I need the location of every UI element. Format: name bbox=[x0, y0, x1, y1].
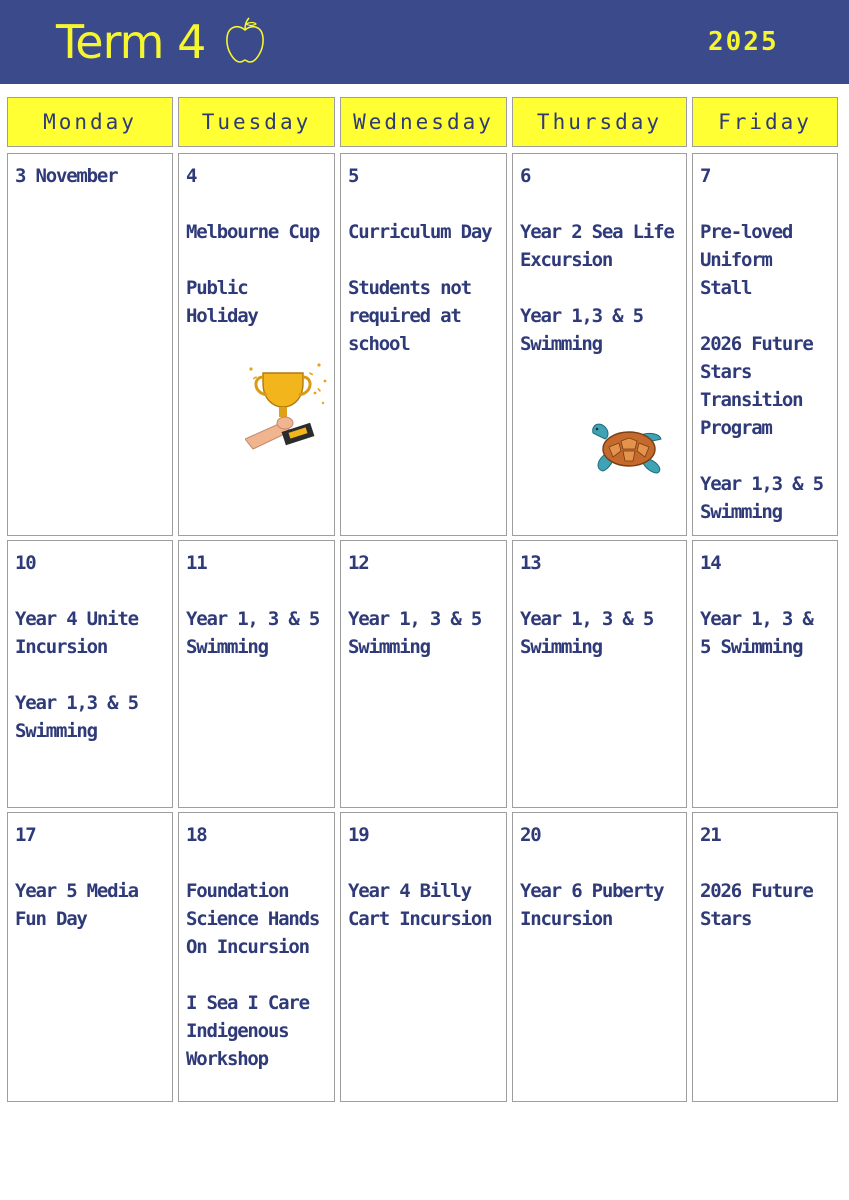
event-text: Foundation Science Hands On Incursion bbox=[186, 880, 320, 958]
event-text: Public Holiday bbox=[186, 277, 258, 327]
year-label: 2025 bbox=[708, 27, 779, 57]
calendar-cell-thursday-week3 bbox=[512, 812, 687, 1102]
turtle-icon bbox=[589, 419, 667, 479]
calendar-cell-friday-week1 bbox=[692, 153, 838, 536]
calendar-cell-monday-week2 bbox=[7, 540, 173, 808]
calendar-cell-wednesday-week2 bbox=[340, 540, 507, 808]
calendar-cell-friday-week2 bbox=[692, 540, 838, 808]
date-label: 5 bbox=[348, 165, 359, 187]
event-text: Melbourne Cup bbox=[186, 221, 320, 243]
event-text: Curriculum Day bbox=[348, 221, 492, 243]
calendar-cell-monday-week1 bbox=[7, 153, 173, 536]
event-text: Year 1,3 & 5 Swimming bbox=[15, 692, 138, 742]
calendar-cell-wednesday-week1 bbox=[340, 153, 507, 536]
event-text: Year 4 Unite Incursion bbox=[15, 608, 138, 658]
calendar-cell-monday-week3 bbox=[7, 812, 173, 1102]
day-header-thursday: Thursday bbox=[512, 97, 687, 147]
date-label: 21 bbox=[700, 824, 721, 846]
event-text: Year 1, 3 & 5 Swimming bbox=[520, 608, 654, 658]
day-header-friday: Friday bbox=[692, 97, 838, 147]
date-label: 18 bbox=[186, 824, 207, 846]
event-text: Year 2 Sea Life Excursion bbox=[520, 221, 674, 271]
term-title: Term 4 bbox=[56, 15, 206, 69]
event-text: Year 1, 3 & 5 Swimming bbox=[186, 608, 320, 658]
date-label: 12 bbox=[348, 552, 369, 574]
apple-icon bbox=[222, 16, 268, 66]
event-text: 2026 Future Stars Transition Program bbox=[700, 333, 813, 439]
event-text: Year 1, 3 & 5 Swimming bbox=[348, 608, 482, 658]
event-text: Students not required at school bbox=[348, 277, 471, 355]
date-label: 19 bbox=[348, 824, 369, 846]
day-header-monday: Monday bbox=[7, 97, 173, 147]
event-text: Year 4 Billy Cart Incursion bbox=[348, 880, 492, 930]
day-header-wednesday: Wednesday bbox=[340, 97, 507, 147]
date-label: 6 bbox=[520, 165, 531, 187]
calendar-cell-friday-week3 bbox=[692, 812, 838, 1102]
date-label: 13 bbox=[520, 552, 541, 574]
date-label: 14 bbox=[700, 552, 721, 574]
event-text: Year 1,3 & 5 Swimming bbox=[520, 305, 643, 355]
day-header-tuesday: Tuesday bbox=[178, 97, 335, 147]
calendar-cell-thursday-week1 bbox=[512, 153, 687, 536]
event-text: 2026 Future Stars bbox=[700, 880, 813, 930]
event-text: I Sea I Care Indigenous Workshop bbox=[186, 992, 309, 1070]
date-label: 10 bbox=[15, 552, 36, 574]
date-label: 3 November bbox=[15, 165, 118, 187]
calendar-cell-tuesday-week3 bbox=[178, 812, 335, 1102]
event-text: Year 1, 3 & 5 Swimming bbox=[700, 608, 813, 658]
calendar-cell-thursday-week2 bbox=[512, 540, 687, 808]
calendar-cell-tuesday-week1 bbox=[178, 153, 335, 536]
event-text: Year 1,3 & 5 Swimming bbox=[700, 473, 823, 523]
date-label: 20 bbox=[520, 824, 541, 846]
header-banner bbox=[0, 0, 849, 84]
event-text: Pre-loved Uniform Stall bbox=[700, 221, 793, 299]
date-label: 7 bbox=[700, 165, 711, 187]
calendar-cell-wednesday-week3 bbox=[340, 812, 507, 1102]
event-text: Year 5 Media Fun Day bbox=[15, 880, 138, 930]
event-text: Year 6 Puberty Incursion bbox=[520, 880, 664, 930]
trophy-icon bbox=[245, 359, 331, 451]
calendar-cell-tuesday-week2 bbox=[178, 540, 335, 808]
date-label: 11 bbox=[186, 552, 207, 574]
date-label: 17 bbox=[15, 824, 36, 846]
date-label: 4 bbox=[186, 165, 197, 187]
